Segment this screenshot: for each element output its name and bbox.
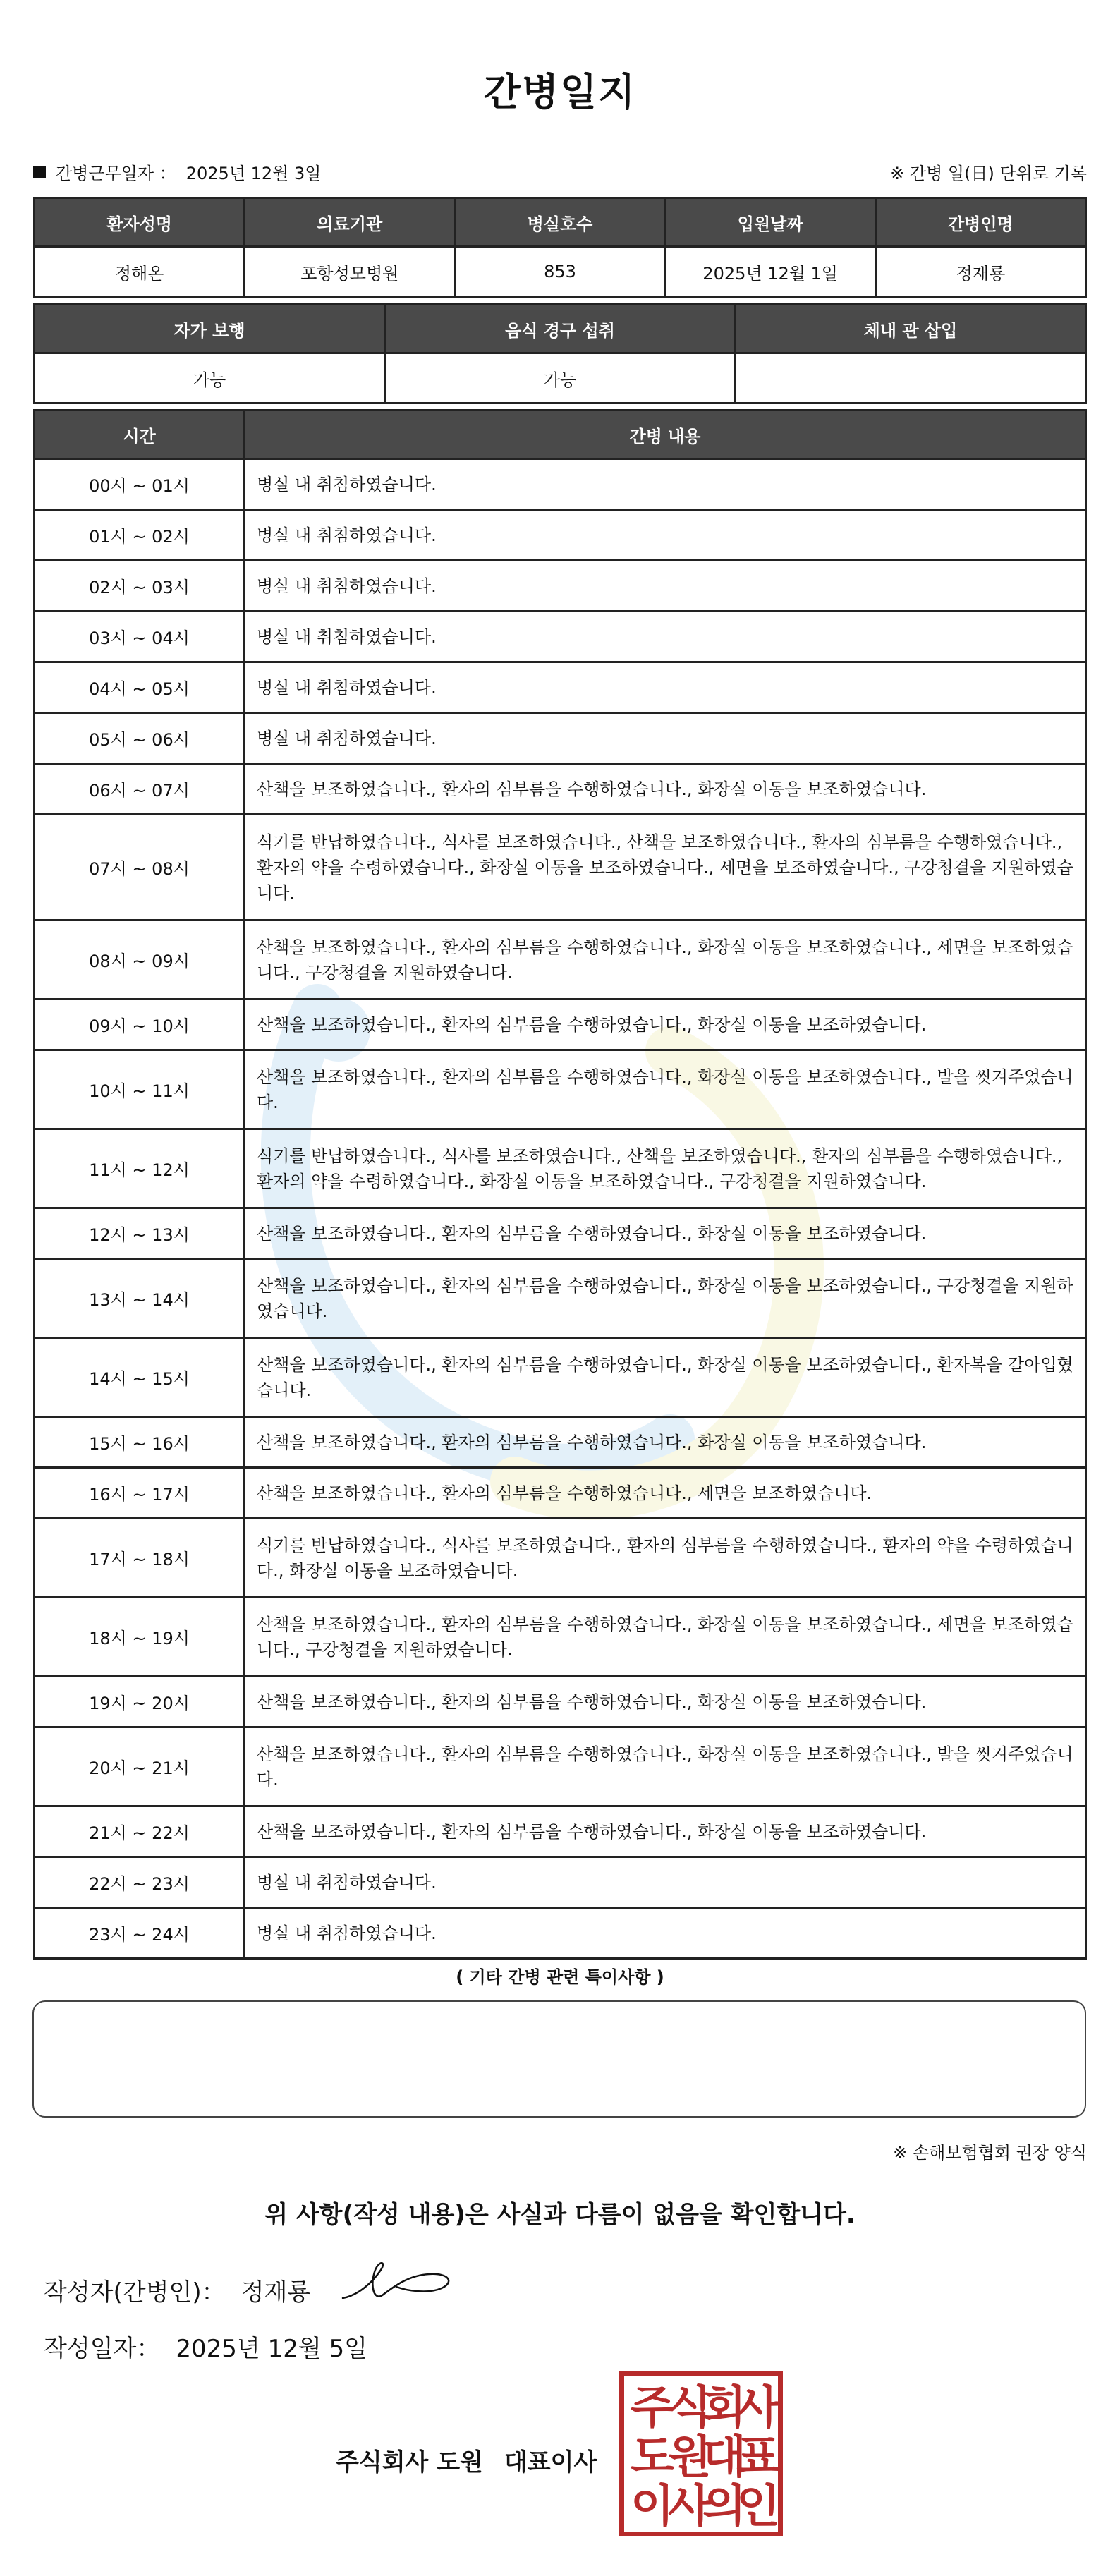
form-note: ※ 손해보험협회 권장 양식: [893, 2143, 1087, 2163]
time-slot: 18시 ~ 19시: [35, 1598, 245, 1677]
care-content: 병실 내 취침하였습니다.: [245, 662, 1086, 713]
seal-glyph: 대: [702, 2431, 746, 2484]
table-row: [35, 1468, 1086, 1519]
header-walking: 자가 보행: [35, 305, 385, 353]
table-row: [35, 1050, 1086, 1129]
special-notes-box: [32, 2000, 1086, 2118]
care-content: 병실 내 취침하였습니다.: [245, 510, 1086, 561]
time-slot: 05시 ~ 06시: [35, 713, 245, 764]
room-number: 853: [455, 247, 665, 297]
care-content: 병실 내 취침하였습니다.: [245, 1908, 1086, 1959]
time-slot: 06시 ~ 07시: [35, 764, 245, 815]
time-slot: 20시 ~ 21시: [35, 1727, 245, 1806]
care-content: 산책을 보조하였습니다., 환자의 심부름을 수행하였습니다., 화장실 이동을 보조하였습니다., 환자복을 갈아입혔습니다.: [245, 1338, 1086, 1417]
care-content: 산책을 보조하였습니다., 환자의 심부름을 수행하였습니다., 화장실 이동을 보조하였습니다.: [245, 1000, 1086, 1050]
time-slot: 16시 ~ 17시: [35, 1468, 245, 1519]
table-row: [35, 561, 1086, 612]
table-row: [35, 713, 1086, 764]
care-content: 산책을 보조하였습니다., 환자의 심부름을 수행하였습니다., 화장실 이동을 보조하였습니다.: [245, 1208, 1086, 1259]
care-content: 산책을 보조하였습니다., 환자의 심부름을 수행하였습니다., 화장실 이동을 보조하였습니다., 발을 씻겨주었습니다.: [245, 1727, 1086, 1806]
care-content: 병실 내 취침하였습니다.: [245, 713, 1086, 764]
care-content: 산책을 보조하였습니다., 환자의 심부름을 수행하였습니다., 세면을 보조하였습니다.: [245, 1468, 1086, 1519]
company-line: [336, 2443, 597, 2477]
table-row: [35, 1857, 1086, 1908]
time-slot: 15시 ~ 16시: [35, 1417, 245, 1468]
table-row: [35, 1417, 1086, 1468]
seal-glyph: 사: [736, 2382, 778, 2434]
hospital-name: 포항성모병원: [245, 247, 455, 297]
writer-label: 작성자(간병인)：: [44, 2278, 226, 2307]
ceo-title: 대표이사: [504, 2448, 597, 2477]
table-row: [35, 815, 1086, 921]
writer-line: [44, 2273, 310, 2307]
care-content: 산책을 보조하였습니다., 환자의 심부름을 수행하였습니다., 화장실 이동을 보조하였습니다.: [245, 1417, 1086, 1468]
time-slot: 22시 ~ 23시: [35, 1857, 245, 1908]
confirmation-statement: 위 사항(작성 내용)은 사실과 다름이 없음을 확인합니다.: [264, 2201, 856, 2229]
table-row: [35, 612, 1086, 662]
care-content: 산책을 보조하였습니다., 환자의 심부름을 수행하였습니다., 화장실 이동을 보조하였습니다., 세면을 보조하였습니다., 구강청결을 지원하였습니다.: [245, 1598, 1086, 1677]
seal-glyph: 주: [631, 2382, 674, 2434]
work-date-line: [33, 159, 1087, 184]
company-seal-icon: [619, 2371, 783, 2536]
care-log-table: [33, 409, 1087, 1960]
seal-glyph: 원: [668, 2431, 712, 2484]
table-row: [35, 1727, 1086, 1806]
square-bullet-icon: [33, 166, 46, 178]
table-row: [35, 1000, 1086, 1050]
time-slot: 23시 ~ 24시: [35, 1908, 245, 1959]
date-line: [44, 2329, 367, 2364]
care-content: 식기를 반납하였습니다., 식사를 보조하였습니다., 산책을 보조하였습니다., 환자의 심부름을 수행하였습니다., 환자의 약을 수령하였습니다., 화장실 이동을 보조하였습니다., 세면을 보조하였습니다., 구강청결을 지원하였습니다.: [245, 815, 1086, 921]
table-row: [35, 764, 1086, 815]
special-notes-title: ( 기타 간병 관련 특이사항 ): [456, 1967, 664, 1987]
seal-glyph: 사: [668, 2481, 712, 2532]
time-slot: 09시 ~ 10시: [35, 1000, 245, 1050]
time-slot: 14시 ~ 15시: [35, 1338, 245, 1417]
table-row: [35, 1677, 1086, 1727]
care-content: 병실 내 취침하였습니다.: [245, 1857, 1086, 1908]
table-row: [35, 921, 1086, 1000]
writer-name: 정재룡: [241, 2278, 311, 2307]
company-name: 주식회사 도원: [336, 2448, 483, 2477]
admission-date: 2025년 12월 1일: [665, 247, 875, 297]
header-hospital: 의료기관: [245, 198, 455, 247]
table-row: [35, 1598, 1086, 1677]
unit-note: ※ 간병 일(日) 단위로 기록: [890, 164, 1087, 183]
header-caregiver: 간병인명: [875, 198, 1085, 247]
time-slot: 12시 ~ 13시: [35, 1208, 245, 1259]
time-slot: 00시 ~ 01시: [35, 459, 245, 510]
time-slot: 19시 ~ 20시: [35, 1677, 245, 1727]
patient-name: 정해온: [35, 247, 245, 297]
care-content: 산책을 보조하였습니다., 환자의 심부름을 수행하였습니다., 화장실 이동을 보조하였습니다., 세면을 보조하였습니다., 구강청결을 지원하였습니다.: [245, 921, 1086, 1000]
table-row: [35, 1519, 1086, 1598]
patient-status-table: [33, 303, 1087, 404]
time-slot: 10시 ~ 11시: [35, 1050, 245, 1129]
care-content: 병실 내 취침하였습니다.: [245, 459, 1086, 510]
time-slot: 03시 ~ 04시: [35, 612, 245, 662]
table-row: [35, 1259, 1086, 1338]
care-content: 산책을 보조하였습니다., 환자의 심부름을 수행하였습니다., 화장실 이동을 보조하였습니다.: [245, 1677, 1086, 1727]
time-slot: 07시 ~ 08시: [35, 815, 245, 921]
patient-info-table: [33, 197, 1087, 298]
date-value: 2025년 12월 5일: [176, 2335, 367, 2363]
time-slot: 01시 ~ 02시: [35, 510, 245, 561]
table-row: [35, 1338, 1086, 1417]
care-content: 산책을 보조하였습니다., 환자의 심부름을 수행하였습니다., 화장실 이동을 보조하였습니다.: [245, 764, 1086, 815]
time-slot: 04시 ~ 05시: [35, 662, 245, 713]
table-row: [35, 1806, 1086, 1857]
table-row: [35, 1129, 1086, 1208]
header-room: 병실호수: [455, 198, 665, 247]
time-slot: 02시 ~ 03시: [35, 561, 245, 612]
seal-glyph: 회: [702, 2382, 746, 2434]
walking-value: 가능: [35, 353, 385, 403]
time-slot: 13시 ~ 14시: [35, 1259, 245, 1338]
header-tube: 체내 관 삽입: [736, 305, 1086, 353]
header-oral-intake: 음식 경구 섭취: [385, 305, 736, 353]
time-slot: 11시 ~ 12시: [35, 1129, 245, 1208]
table-row: [35, 1908, 1086, 1959]
handwritten-signature-icon: [337, 2254, 457, 2311]
care-content: 병실 내 취침하였습니다.: [245, 612, 1086, 662]
oral-intake-value: 가능: [385, 353, 736, 403]
care-content: 산책을 보조하였습니다., 환자의 심부름을 수행하였습니다., 화장실 이동을 보조하였습니다., 구강청결을 지원하였습니다.: [245, 1259, 1086, 1338]
seal-glyph: 식: [668, 2382, 712, 2434]
care-log-body: [35, 459, 1086, 1959]
seal-glyph: 도: [631, 2431, 674, 2484]
care-content: 병실 내 취침하였습니다.: [245, 561, 1086, 612]
table-row: [35, 510, 1086, 561]
seal-glyph: 표: [736, 2431, 778, 2484]
header-time: 시간: [35, 411, 245, 459]
header-admission-date: 입원날짜: [665, 198, 875, 247]
table-row: [35, 459, 1086, 510]
table-row: [35, 662, 1086, 713]
time-slot: 21시 ~ 22시: [35, 1806, 245, 1857]
page-title: 간병일지: [483, 70, 637, 114]
care-content: 산책을 보조하였습니다., 환자의 심부름을 수행하였습니다., 화장실 이동을 보조하였습니다.: [245, 1806, 1086, 1857]
tube-value: [736, 353, 1086, 403]
work-date-label: 간병근무일자 ：: [56, 164, 176, 183]
date-label: 작성일자：: [44, 2335, 161, 2363]
seal-glyph: 이: [631, 2481, 674, 2532]
header-care-content: 간병 내용: [245, 411, 1086, 459]
work-date-value: 2025년 12월 3일: [185, 164, 322, 183]
table-row: [35, 1208, 1086, 1259]
caregiver-name: 정재룡: [875, 247, 1085, 297]
care-content: 식기를 반납하였습니다., 식사를 보조하였습니다., 환자의 심부름을 수행하였습니다., 환자의 약을 수령하였습니다., 화장실 이동을 보조하였습니다.: [245, 1519, 1086, 1598]
time-slot: 08시 ~ 09시: [35, 921, 245, 1000]
seal-glyph: 의: [702, 2481, 746, 2532]
care-content: 식기를 반납하였습니다., 식사를 보조하였습니다., 산책을 보조하였습니다., 환자의 심부름을 수행하였습니다., 환자의 약을 수령하였습니다., 화장실 이동을 보조하였습니다., 구강청결을 지원하였습니다.: [245, 1129, 1086, 1208]
header-patient-name: 환자성명: [35, 198, 245, 247]
care-content: 산책을 보조하였습니다., 환자의 심부름을 수행하였습니다., 화장실 이동을 보조하였습니다., 발을 씻겨주었습니다.: [245, 1050, 1086, 1129]
time-slot: 17시 ~ 18시: [35, 1519, 245, 1598]
seal-glyph: 인: [736, 2481, 778, 2532]
